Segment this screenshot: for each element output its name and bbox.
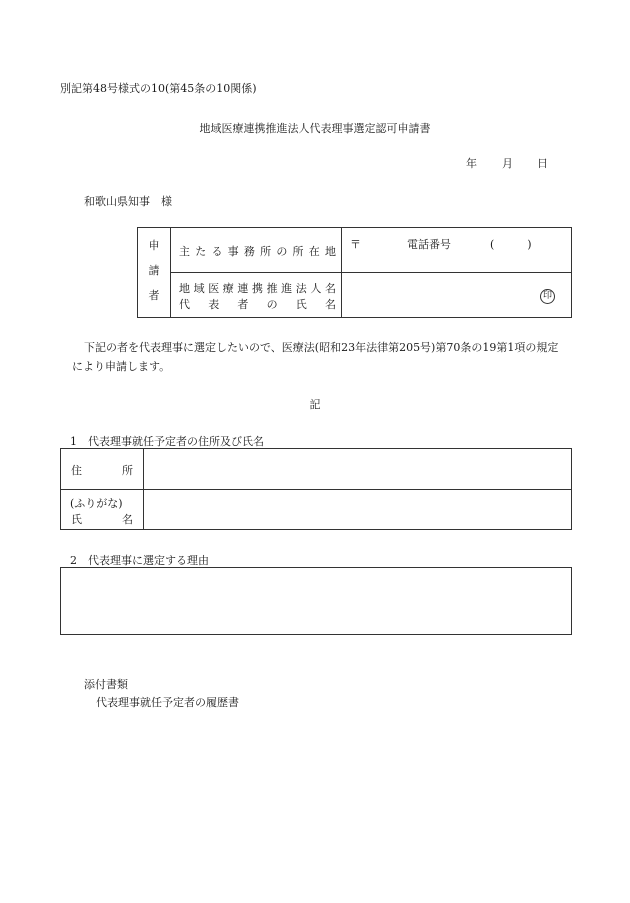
document-title: 地域医療連携推進法人代表理事選定認可申請書 xyxy=(199,122,431,135)
applicant-side-label: 申 請 者 xyxy=(148,239,160,302)
phone-parens: ( ) xyxy=(490,238,532,251)
date-month: 月 xyxy=(502,157,513,170)
date-day: 日 xyxy=(537,157,548,170)
attachments-heading: 添付書類 xyxy=(84,678,128,691)
furigana-label: (ふりがな) xyxy=(70,497,123,510)
name-label: 氏 名 xyxy=(71,513,133,526)
address-label: 住 所 xyxy=(71,464,133,477)
section1-heading: 1 代表理事就任予定者の住所及び氏名 xyxy=(70,435,264,448)
seal-icon: 印 xyxy=(540,289,555,304)
form-number: 別記第48号様式の10(第45条の10関係) xyxy=(60,82,257,95)
body-line-2: により申請します。 xyxy=(72,360,171,373)
reason-box xyxy=(60,567,572,635)
office-address-label: 主 た る 事 務 所 の 所 在 地 xyxy=(179,245,336,258)
date-year: 年 xyxy=(466,157,477,170)
corporation-name-label: 地 域 医 療 連 携 推 進 法 人 名 xyxy=(179,282,336,295)
body-line-1: 下記の者を代表理事に選定したいので、医療法(昭和23年法律第205号)第70条の19第1項の規定 xyxy=(84,341,559,354)
ki-heading: 記 xyxy=(309,398,321,411)
phone-label: 電話番号 xyxy=(407,238,451,251)
attachment-item: 代表理事就任予定者の履歴書 xyxy=(96,696,239,709)
section2-heading: 2 代表理事に選定する理由 xyxy=(70,554,209,567)
postal-mark: 〒 xyxy=(350,238,361,251)
addressee: 和歌山県知事 様 xyxy=(84,195,172,208)
representative-name-label: 代 表 者 の 氏 名 xyxy=(179,298,336,311)
